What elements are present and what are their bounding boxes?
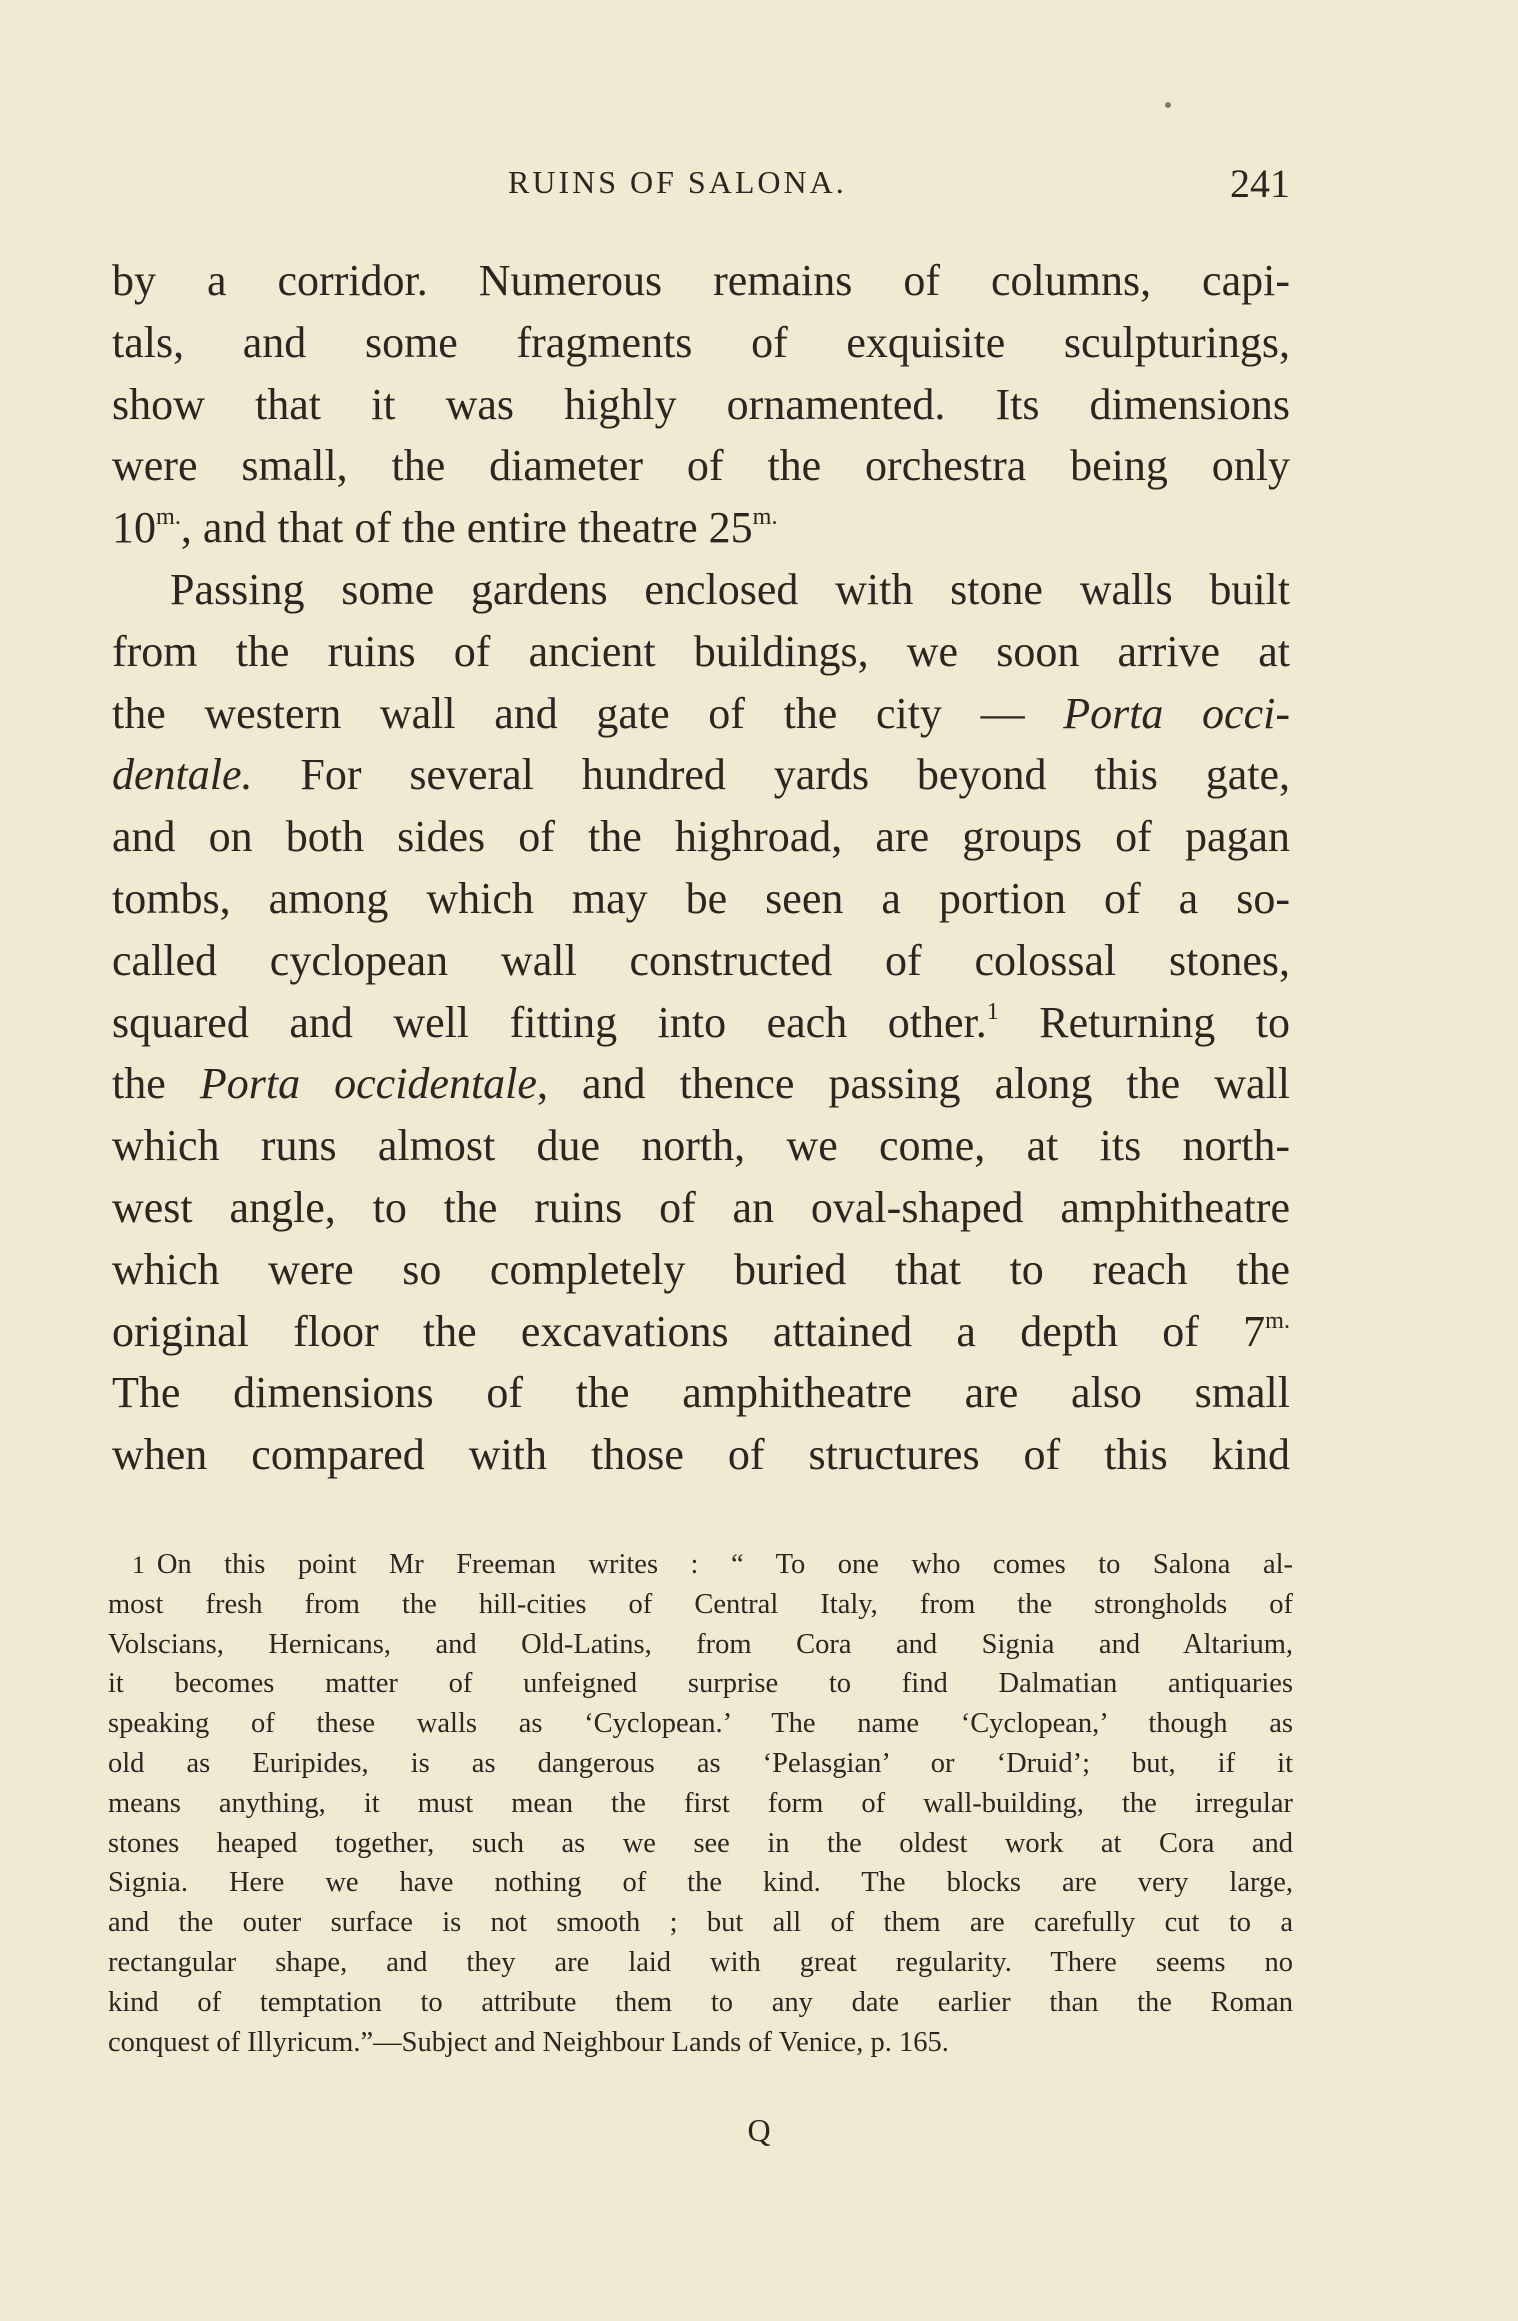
footnote-line: Signia. Here we have nothing of the kind. The blocks are very large, — [108, 1867, 1293, 1899]
footnote-line: most fresh from the hill-cities of Central Italy, from the strongholds of — [108, 1588, 1293, 1620]
footnote-line: speaking of these walls as ‘Cyclopean.’ The name ‘Cyclopean,’ though as — [108, 1708, 1293, 1740]
body-line: west angle, to the ruins of an oval-shaped amphitheatre — [112, 1182, 1290, 1232]
body-text — [112, 250, 1290, 1486]
body-line: show that it was highly ornamented. Its dimensions — [112, 379, 1290, 429]
body-line: when compared with those of structures of this kind — [112, 1430, 1290, 1480]
footnote-line: and the outer surface is not smooth ; but all of them are carefully cut to a — [108, 1907, 1293, 1939]
page-header — [110, 160, 1290, 206]
footnote-line: 1 On this point Mr Freeman writes : “ To one who comes to Salona al- — [132, 1549, 1293, 1580]
body-line: called cyclopean wall constructed of colossal stones, — [112, 935, 1290, 985]
body-line: tombs, among which may be seen a portion of a so- — [112, 873, 1290, 923]
footnote-line: stones heaped together, such as we see in the oldest work at Cora and — [108, 1827, 1293, 1859]
footnote-line: old as Euripides, is as dangerous as ‘Pelasgian’ or ‘Druid’; but, if it — [108, 1747, 1293, 1779]
body-line: $10^{m.}$, and that of the entire theatre $25^{m.}$ — [112, 503, 778, 553]
body-line: which runs almost due north, we come, at its north- — [112, 1121, 1290, 1171]
footnote-line: kind of temptation to attribute them to any date earlier than the Roman — [108, 1986, 1293, 2018]
body-line: from the ruins of ancient buildings, we soon arrive at — [112, 626, 1290, 676]
body-line: Passing some gardens enclosed with stone walls built — [170, 564, 1290, 614]
body-line: the Porta occidentale, and thence passing along the wall — [112, 1059, 1290, 1109]
footnote-line: means anything, it must mean the first form of wall-building, the irregular — [108, 1787, 1293, 1819]
body-line: the western wall and gate of the city — Porta occi- — [112, 688, 1290, 738]
ink-speck — [1165, 102, 1171, 108]
body-line: which were so completely buried that to reach the — [112, 1244, 1290, 1294]
signature-mark: Q — [747, 2112, 771, 2148]
body-line: tals, and some fragments of exquisite sculpturings, — [112, 317, 1290, 367]
footnote-line: it becomes matter of unfeigned surprise to find Dalmatian antiquaries — [108, 1668, 1293, 1700]
footnotes — [108, 1545, 1293, 2062]
page-number: 241 — [1230, 161, 1290, 206]
footnote-line: Volscians, Hernicans, and Old-Latins, from Cora and Signia and Altarium, — [108, 1628, 1293, 1660]
body-line: were small, the diameter of the orchestra being only — [112, 441, 1290, 491]
body-line: squared and well fitting into each other.$^1$ Returning to — [112, 997, 1291, 1047]
body-line: The dimensions of the amphitheatre are also small — [112, 1368, 1290, 1418]
footnote-line: rectangular shape, and they are laid with great regularity. There seems no — [108, 1946, 1293, 1978]
footnote-line: conquest of Illyricum.”—Subject and Neighbour Lands of Venice, p. 165. — [108, 2026, 949, 2058]
body-line: dentale. For several hundred yards beyond this gate, — [112, 750, 1290, 800]
body-line: by a corridor. Numerous remains of columns, capi- — [112, 256, 1290, 305]
body-line: and on both sides of the highroad, are groups of pagan — [112, 812, 1290, 862]
body-line: original floor the excavations attained a depth of $7^{m.}$ — [112, 1306, 1290, 1356]
running-title: RUINS OF SALONA. — [508, 164, 847, 200]
